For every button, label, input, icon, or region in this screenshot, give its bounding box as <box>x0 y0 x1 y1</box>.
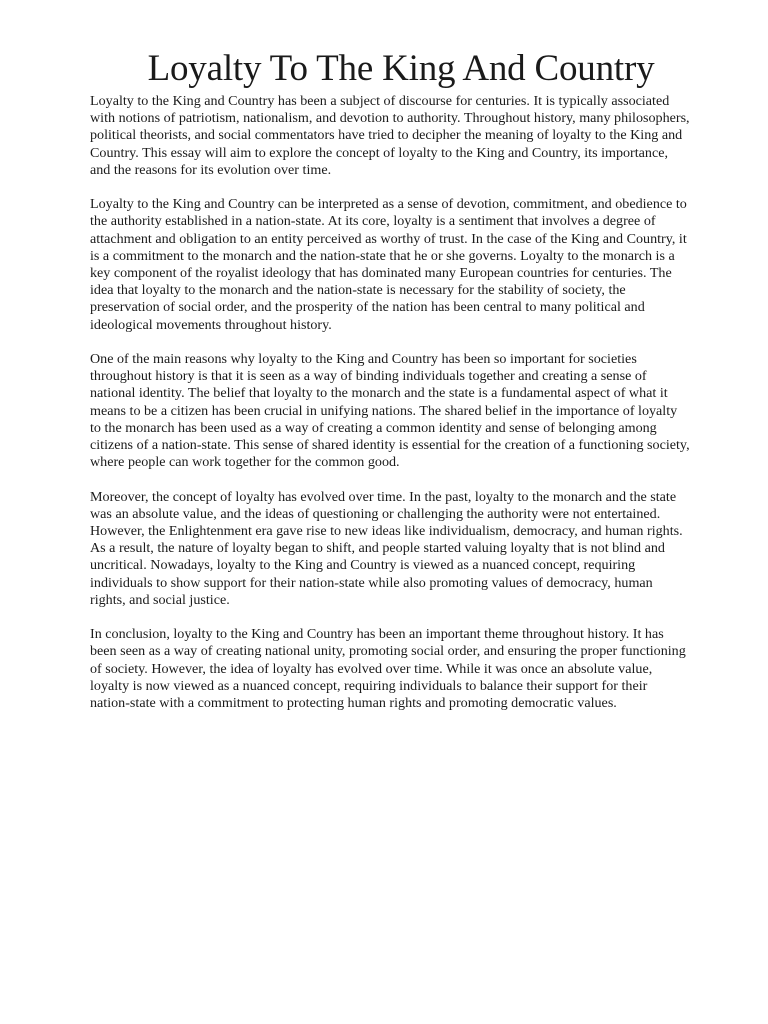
paragraph-5: In conclusion, loyalty to the King and Country has been an important theme throughout history. It has been seen as a way of creating national unity, promoting social order, and ensuring the proper functioning of society. However, the idea of loyalty has evolved over time. While it was once an absolute value, loyalty is now viewed as a nuanced concept, requiring individuals to balance their support for their nation-state with a commitment to protecting human rights and promoting democratic values. <box>90 626 686 712</box>
document-title: Loyalty To The King And Country <box>147 48 655 89</box>
paragraph-2: Loyalty to the King and Country can be interpreted as a sense of devotion, commitment, and obedience to the authority established in a nation-state. At its core, loyalty is a sentiment that involves a degree of attachment and obligation to an entity perceived as worthy of trust. In the case of the King and Country, it is a commitment to the monarch and the nation-state that he or she governs. Loyalty to the monarch is a key component of the royalist ideology that has dominated many European countries for centuries. The idea that loyalty to the monarch and the nation-state is necessary for the stability of society, the preservation of social order, and the prosperity of the nation has been central to many political and ideological movements throughout history. <box>90 196 687 333</box>
paragraph-1: Loyalty to the King and Country has been a subject of discourse for centuries. It is typically associated with notions of patriotism, nationalism, and devotion to authority. Throughout history, many philosophers, political theorists, and social commentators have tried to decipher the meaning of loyalty to the King and Country. This essay will aim to explore the concept of loyalty to the King and Country, its importance, and the reasons for its evolution over time. <box>90 93 690 178</box>
paragraph-3: One of the main reasons why loyalty to the King and Country has been so important for societies throughout history is that it is seen as a way of binding individuals together and creating a sense of national identity. The belief that loyalty to the monarch and the state is a fundamental aspect of what it means to be a citizen has been crucial in unifying nations. The shared belief in the importance of loyalty to the monarch has been used as a way of creating a common identity and sense of belonging among citizens of a nation-state. This sense of shared identity is essential for the creation of a functioning society, where people can work together for the common good. <box>90 351 690 471</box>
document-body <box>90 93 690 729</box>
paragraph-4: Moreover, the concept of loyalty has evolved over time. In the past, loyalty to the monarch and the state was an absolute value, and the ideas of questioning or challenging the authority were not entertained. However, the Enlightenment era gave rise to new ideas like individualism, democracy, and human rights. As a result, the nature of loyalty began to shift, and people started valuing loyalty that is not blind and uncritical. Nowadays, loyalty to the King and Country is viewed as a nuanced concept, requiring individuals to show support for their nation-state while also promoting values of democracy, human rights, and social justice. <box>90 488 683 608</box>
